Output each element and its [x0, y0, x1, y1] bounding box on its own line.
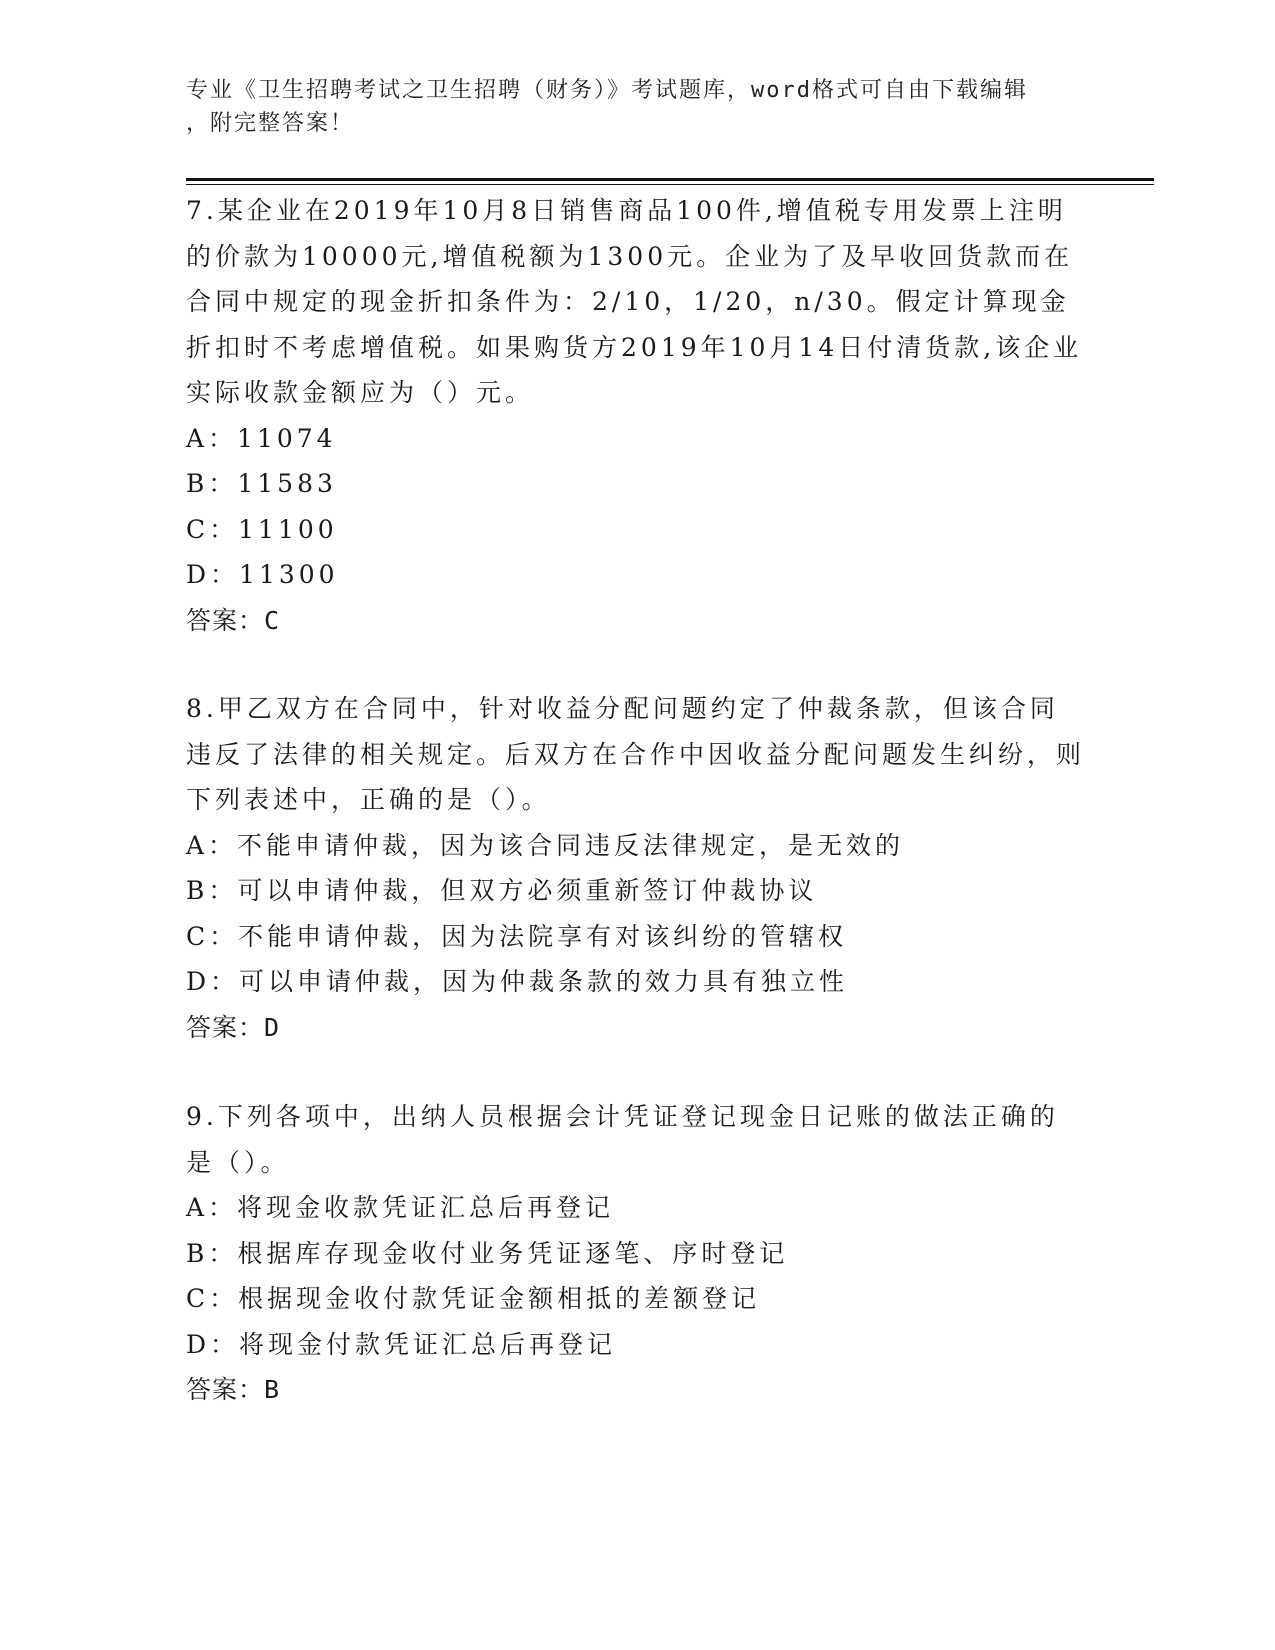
question-7	[186, 188, 1086, 643]
header-divider-thin	[186, 184, 1154, 185]
question-stem: 8.甲乙双方在合同中，针对收益分配问题约定了仲裁条款，但该合同违反了法律的相关规定。后双方在合作中因收益分配问题发生纠纷，则下列表述中，正确的是（）。	[186, 694, 1086, 814]
option-b: B：可以申请仲裁，但双方必须重新签订仲裁协议	[186, 876, 818, 905]
option-d: D：将现金付款凭证汇总后再登记	[186, 1329, 617, 1359]
header-divider-thick	[186, 178, 1154, 181]
question-stem: 9.下列各项中，出纳人员根据会计凭证登记现金日记账的做法正确的是（）。	[186, 1102, 1059, 1177]
answer: 答案：C	[186, 605, 281, 635]
option-a: A：不能申请仲裁，因为该合同违反法律规定，是无效的	[186, 830, 905, 860]
page-header	[186, 74, 1066, 140]
answer: 答案：D	[186, 1012, 281, 1042]
option-b: B：11583	[186, 469, 337, 498]
option-a: A：将现金收款凭证汇总后再登记	[186, 1193, 615, 1222]
option-b: B：根据库存现金收付业务凭证逐笔、序时登记	[186, 1238, 789, 1268]
option-d: D：可以申请仲裁，因为仲裁条款的效力具有独立性	[186, 967, 849, 996]
header-line-2: ，附完整答案！	[186, 111, 355, 136]
option-a: A：11074	[186, 423, 337, 453]
question-9	[186, 1094, 1086, 1413]
option-c: C：不能申请仲裁，因为法院享有对该纠纷的管辖权	[186, 921, 848, 951]
option-c: C：根据现金收付款凭证金额相抵的差额登记	[186, 1284, 761, 1313]
question-stem: 7.某企业在2019年10月8日销售商品100件,增值税专用发票上注明的价款为10000元,增值税额为1300元。企业为了及早收回货款而在合同中规定的现金折扣条件为：2/10，1/20，n/30。假定计算现金折扣时不考虑增值税。如果购货方2019年10月14日付清货款,该企业实际收款金额应为（）元。	[186, 196, 1083, 407]
answer: 答案：B	[186, 1375, 281, 1404]
header-line-1: 专业《卫生招聘考试之卫生招聘（财务）》考试题库，word格式可自由下载编辑	[186, 78, 1028, 103]
option-c: C：11100	[186, 514, 338, 544]
option-d: D：11300	[186, 560, 339, 589]
question-8	[186, 686, 1086, 1050]
